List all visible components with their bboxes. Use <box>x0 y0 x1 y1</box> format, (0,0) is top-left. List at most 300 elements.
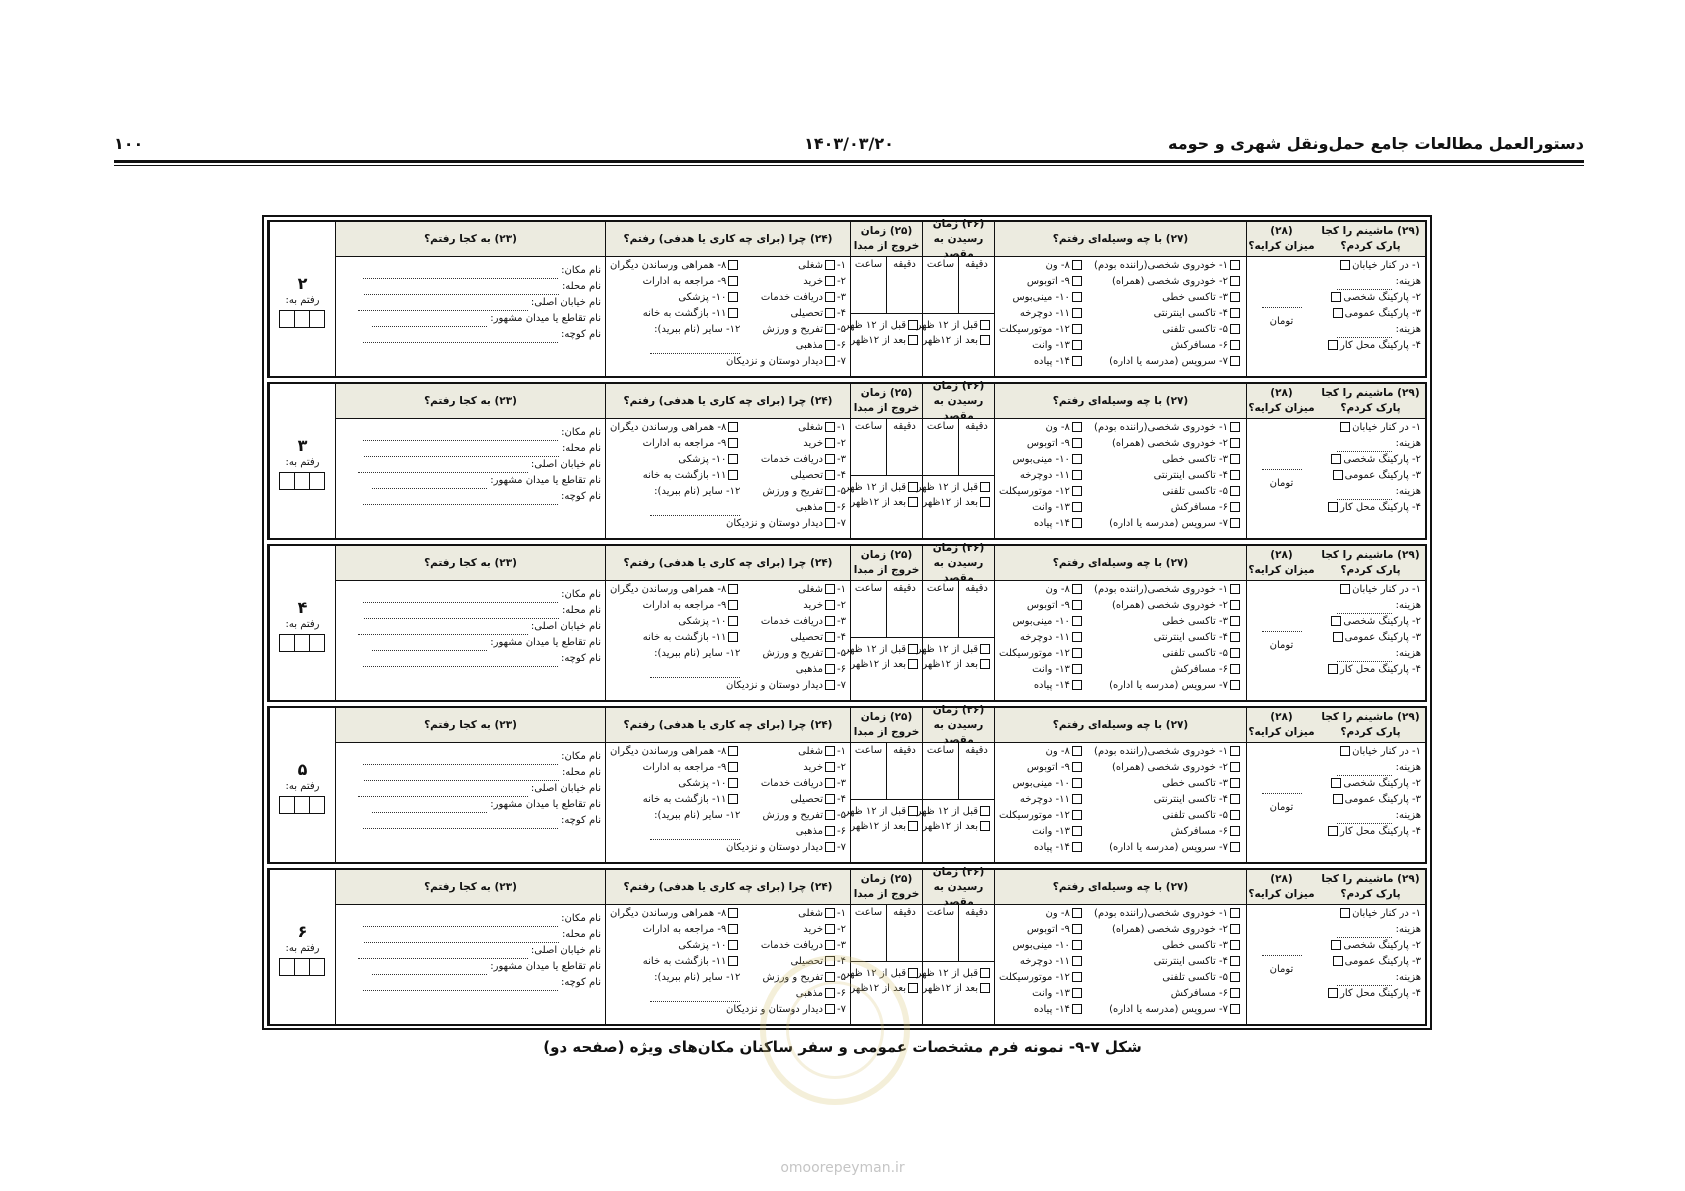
arrival-am-option[interactable]: قبل از ۱۲ ظهر <box>923 804 994 819</box>
mode-option[interactable]: ۳- تاکسی خطی <box>1088 614 1246 630</box>
alley-field[interactable]: نام کوچه: <box>336 327 605 343</box>
fare-field[interactable] <box>1262 783 1302 794</box>
alley-field[interactable]: نام کوچه: <box>336 975 605 991</box>
parking-option[interactable]: ۳- پارکینگ عمومی <box>1316 792 1425 808</box>
fare-unit: تومان <box>1269 478 1294 489</box>
code-boxes[interactable] <box>270 472 335 490</box>
q26-header: (۲۶) زمان رسیدن به مقصد <box>923 708 994 743</box>
fare-column <box>1246 384 1316 538</box>
mode-option[interactable]: ۱۴- پیاده <box>995 516 1088 532</box>
purpose-other-field[interactable] <box>606 338 744 354</box>
went-to-label: رفتم به: <box>285 781 320 792</box>
purpose-option[interactable]: ۱۱- بازگشت به خانه <box>606 468 744 484</box>
purpose-option[interactable]: ۹- مراجعه به ادارات <box>606 760 744 776</box>
fare-column <box>1246 870 1316 1024</box>
purpose-option[interactable]: ۱۰- پزشکی <box>606 614 744 630</box>
departure-hour[interactable]: ساعت <box>854 421 883 432</box>
parking-column <box>1316 222 1425 376</box>
purpose-option[interactable]: ۵-تفریح و ورزش <box>762 324 846 335</box>
departure-time-column <box>844 222 922 376</box>
purpose-option[interactable]: ۲-خرید <box>803 600 846 611</box>
purpose-option[interactable]: ۴-تحصیلی <box>790 794 846 805</box>
purpose-option[interactable]: ۱۱- بازگشت به خانه <box>606 630 744 646</box>
parking-column <box>1316 870 1425 1024</box>
purpose-option[interactable]: ۸- همراهی ورساندن دیگران <box>606 420 744 436</box>
q23-header: (۲۳) به کجا رفتم؟ <box>336 870 605 905</box>
mode-option[interactable]: ۳- تاکسی خطی <box>1088 452 1246 468</box>
purpose-option[interactable]: ۱۱- بازگشت به خانه <box>606 792 744 808</box>
purpose-option[interactable]: ۶-مذهبی <box>795 340 846 351</box>
q26-header: (۲۶) زمان رسیدن به مقصد <box>923 870 994 905</box>
parking-cost-field[interactable]: هزینه: <box>1316 646 1425 662</box>
parking-cost-field[interactable]: هزینه: <box>1316 808 1425 824</box>
purpose-option[interactable]: ۱۰- پزشکی <box>606 938 744 954</box>
purpose-option[interactable]: ۱۱- بازگشت به خانه <box>606 306 744 322</box>
purpose-option[interactable]: ۴-تحصیلی <box>790 308 846 319</box>
departure-minute[interactable]: دقیقه <box>886 905 922 961</box>
purpose-option[interactable]: ۵-تفریح و ورزش <box>762 486 846 497</box>
fare-field[interactable] <box>1262 945 1302 956</box>
purpose-option[interactable]: ۷-دیدار دوستان و نزدیکان <box>726 518 846 529</box>
purpose-option[interactable]: ۵-تفریح و ورزش <box>762 648 846 659</box>
neighborhood-field[interactable]: نام محله: <box>336 279 605 295</box>
trip-block <box>267 379 1427 540</box>
mode-option[interactable]: ۱۱- دوچرخه <box>995 468 1088 484</box>
trip-number-column <box>269 222 335 376</box>
mode-column <box>994 870 1246 1024</box>
mode-option[interactable]: ۵- تاکسی تلفنی <box>1088 808 1246 824</box>
trip-number: ۶ <box>297 922 308 941</box>
departure-hour[interactable]: ساعت <box>854 745 883 756</box>
intersection-field[interactable]: نام تقاطع یا میدان مشهور: <box>336 473 605 489</box>
mode-option[interactable]: ۵- تاکسی تلفنی <box>1088 970 1246 986</box>
purpose-other-field[interactable] <box>606 662 744 678</box>
mode-option[interactable]: ۱۴- پیاده <box>995 1002 1088 1018</box>
mode-option[interactable]: ۷- سرویس (مدرسه یا اداره) <box>1088 678 1246 694</box>
arrival-hour[interactable]: ساعت <box>926 421 955 432</box>
purpose-option[interactable]: ۱-شغلی <box>798 260 846 271</box>
purpose-other-field[interactable] <box>606 500 744 516</box>
purpose-option[interactable]: ۳-دریافت خدمات <box>760 292 846 303</box>
purpose-option[interactable]: ۳-دریافت خدمات <box>760 778 846 789</box>
main-street-field[interactable]: نام خیابان اصلی: <box>336 943 605 959</box>
watermark-seal <box>760 955 910 1105</box>
mode-option[interactable]: ۷- سرویس (مدرسه یا اداره) <box>1088 1002 1246 1018</box>
mode-column <box>994 546 1246 700</box>
mode-option[interactable]: ۳- تاکسی خطی <box>1088 938 1246 954</box>
place-name-field[interactable]: نام مکان: <box>336 263 605 279</box>
purpose-option[interactable]: ۳-دریافت خدمات <box>760 940 846 951</box>
q27-header: (۲۷) با چه وسیله‌ای رفتم؟ <box>995 384 1246 419</box>
trip-number: ۳ <box>297 436 308 455</box>
purpose-option[interactable]: ۱۱- بازگشت به خانه <box>606 954 744 970</box>
mode-option[interactable]: ۶- مسافرکش <box>1088 662 1246 678</box>
mode-option[interactable]: ۸- ون <box>995 906 1088 922</box>
document-date: ۱۴۰۳/۰۳/۲۰ <box>804 134 894 153</box>
destination-column <box>335 708 605 862</box>
parking-option[interactable]: ۴- پارکینگ محل کار <box>1316 500 1425 516</box>
purpose-option[interactable]: ۷-دیدار دوستان و نزدیکان <box>726 842 846 853</box>
mode-option[interactable]: ۱۰- مینی‌بوس <box>995 290 1088 306</box>
trip-number-column <box>269 546 335 700</box>
parking-option[interactable]: ۴- پارکینگ محل کار <box>1316 824 1425 840</box>
fare-field[interactable] <box>1262 621 1302 632</box>
purpose-option[interactable]: ۵-تفریح و ورزش <box>762 972 846 983</box>
mode-option[interactable]: ۸- ون <box>995 582 1088 598</box>
parking-option[interactable]: ۳- پارکینگ عمومی <box>1316 306 1425 322</box>
parking-option[interactable]: ۳- پارکینگ عمومی <box>1316 468 1425 484</box>
departure-minute[interactable]: دقیقه <box>886 581 922 637</box>
departure-minute[interactable]: دقیقه <box>886 419 922 475</box>
q28-header: (۲۸) میزان کرایه؟ <box>1247 708 1316 743</box>
fare-column <box>1246 708 1316 862</box>
q26-header: (۲۶) زمان رسیدن به مقصد <box>923 222 994 257</box>
arrival-time-column <box>916 217 994 376</box>
intersection-field[interactable]: نام تقاطع یا میدان مشهور: <box>336 311 605 327</box>
mode-option[interactable]: ۱۲- موتورسیکلت <box>995 322 1088 338</box>
purpose-option[interactable]: ۱۲- سایر (نام ببرید): <box>654 648 741 659</box>
mode-option[interactable]: ۱۱- دوچرخه <box>995 954 1088 970</box>
parking-option[interactable]: ۱- در کنار خیابان <box>1316 582 1425 598</box>
mode-option[interactable]: ۶- مسافرکش <box>1088 338 1246 354</box>
trip-block <box>267 541 1427 702</box>
parking-cost-field[interactable]: هزینه: <box>1316 322 1425 338</box>
purpose-option[interactable]: ۹- مراجعه به ادارات <box>606 922 744 938</box>
alley-field[interactable]: نام کوچه: <box>336 651 605 667</box>
parking-option[interactable]: ۲- پارکینگ شخصی <box>1316 614 1425 630</box>
q28-header: (۲۸) میزان کرایه؟ <box>1247 384 1316 419</box>
code-boxes[interactable] <box>270 796 335 814</box>
alley-field[interactable]: نام کوچه: <box>336 489 605 505</box>
arrival-pm-option[interactable]: بعد از ۱۲ظهر <box>923 495 994 510</box>
place-name-field[interactable]: نام مکان: <box>336 587 605 603</box>
neighborhood-field[interactable]: نام محله: <box>336 603 605 619</box>
departure-hour[interactable]: ساعت <box>854 907 883 918</box>
mode-option[interactable]: ۱۲- موتورسیکلت <box>995 970 1088 986</box>
mode-option[interactable]: ۸- ون <box>995 744 1088 760</box>
purpose-option[interactable]: ۲-خرید <box>803 924 846 935</box>
mode-option[interactable]: ۷- سرویس (مدرسه یا اداره) <box>1088 354 1246 370</box>
code-boxes[interactable] <box>270 634 335 652</box>
purpose-option[interactable]: ۸- همراهی ورساندن دیگران <box>606 906 744 922</box>
parking-cost-field[interactable]: هزینه: <box>1316 598 1425 614</box>
neighborhood-field[interactable]: نام محله: <box>336 927 605 943</box>
mode-option[interactable]: ۱- خودروی شخصی(رانندە بودم) <box>1088 582 1246 598</box>
mode-option[interactable]: ۱۴- پیاده <box>995 840 1088 856</box>
intersection-field[interactable]: نام تقاطع یا میدان مشهور: <box>336 959 605 975</box>
purpose-option[interactable]: ۹- مراجعه به ادارات <box>606 436 744 452</box>
mode-option[interactable]: ۱۰- مینی‌بوس <box>995 452 1088 468</box>
parking-option[interactable]: ۱- در کنار خیابان <box>1316 744 1425 760</box>
mode-option[interactable]: ۱۳- وانت <box>995 338 1088 354</box>
mode-option[interactable]: ۳- تاکسی خطی <box>1088 290 1246 306</box>
trip-number-column <box>269 708 335 862</box>
parking-cost-field[interactable]: هزینه: <box>1316 760 1425 776</box>
main-street-field[interactable]: نام خیابان اصلی: <box>336 781 605 797</box>
arrival-hour[interactable]: ساعت <box>926 583 955 594</box>
purpose-option[interactable]: ۸- همراهی ورساندن دیگران <box>606 744 744 760</box>
mode-option[interactable]: ۲- خودروی شخصی (همراه) <box>1088 436 1246 452</box>
parking-column <box>1316 546 1425 700</box>
arrival-time-column <box>916 703 994 862</box>
mode-option[interactable]: ۳- تاکسی خطی <box>1088 776 1246 792</box>
departure-pm-option[interactable]: بعد از ۱۲ظهر <box>851 981 922 996</box>
parking-option[interactable]: ۴- پارکینگ محل کار <box>1316 338 1425 354</box>
mode-option[interactable]: ۱۲- موتورسیکلت <box>995 808 1088 824</box>
parking-option[interactable]: ۱- در کنار خیابان <box>1316 906 1425 922</box>
mode-option[interactable]: ۶- مسافرکش <box>1088 500 1246 516</box>
q28-header: (۲۸) میزان کرایه؟ <box>1247 222 1316 257</box>
arrival-am-option[interactable]: قبل از ۱۲ ظهر <box>923 966 994 981</box>
purpose-option[interactable]: ۶-مذهبی <box>795 502 846 513</box>
parking-cost-field[interactable]: هزینه: <box>1316 436 1425 452</box>
purpose-option[interactable]: ۱۲- سایر (نام ببرید): <box>654 972 741 983</box>
arrival-hour[interactable]: ساعت <box>926 259 955 270</box>
destination-column <box>335 384 605 538</box>
parking-option[interactable]: ۲- پارکینگ شخصی <box>1316 290 1425 306</box>
purpose-option[interactable]: ۱-شغلی <box>798 584 846 595</box>
mode-option[interactable]: ۹- اتوبوس <box>995 598 1088 614</box>
q25-header: (۲۵) زمان خروج از مبدا <box>851 708 922 743</box>
purpose-option[interactable]: ۱۲- سایر (نام ببرید): <box>654 810 741 821</box>
went-to-label: رفتم به: <box>285 943 320 954</box>
mode-option[interactable]: ۱۳- وانت <box>995 986 1088 1002</box>
q27-header: (۲۷) با چه وسیله‌ای رفتم؟ <box>995 708 1246 743</box>
fare-column <box>1246 546 1316 700</box>
departure-minute[interactable]: دقیقه <box>886 743 922 799</box>
mode-option[interactable]: ۱۰- مینی‌بوس <box>995 776 1088 792</box>
mode-option[interactable]: ۱- خودروی شخصی(رانندە بودم) <box>1088 906 1246 922</box>
purpose-option[interactable]: ۱-شغلی <box>798 746 846 757</box>
mode-option[interactable]: ۱۲- موتورسیکلت <box>995 484 1088 500</box>
purpose-option[interactable]: ۷-دیدار دوستان و نزدیکان <box>726 356 846 367</box>
alley-field[interactable]: نام کوچه: <box>336 813 605 829</box>
departure-pm-option[interactable]: بعد از ۱۲ظهر <box>851 333 922 348</box>
mode-option[interactable]: ۸- ون <box>995 420 1088 436</box>
mode-option[interactable]: ۴- تاکسی اینترنتی <box>1088 306 1246 322</box>
parking-option[interactable]: ۴- پارکینگ محل کار <box>1316 986 1425 1002</box>
mode-option[interactable]: ۵- تاکسی تلفنی <box>1088 646 1246 662</box>
trip-number-column <box>269 384 335 538</box>
departure-pm-option[interactable]: بعد از ۱۲ظهر <box>851 657 922 672</box>
purpose-option[interactable]: ۱۰- پزشکی <box>606 290 744 306</box>
parking-option[interactable]: ۲- پارکینگ شخصی <box>1316 776 1425 792</box>
mode-option[interactable]: ۶- مسافرکش <box>1088 824 1246 840</box>
mode-option[interactable]: ۲- خودروی شخصی (همراه) <box>1088 274 1246 290</box>
purpose-option[interactable]: ۳-دریافت خدمات <box>760 616 846 627</box>
mode-option[interactable]: ۷- سرویس (مدرسه یا اداره) <box>1088 840 1246 856</box>
code-boxes[interactable] <box>270 958 335 976</box>
arrival-pm-option[interactable]: بعد از ۱۲ظهر <box>923 819 994 834</box>
purpose-option[interactable]: ۹- مراجعه به ادارات <box>606 598 744 614</box>
purpose-option[interactable]: ۲-خرید <box>803 762 846 773</box>
mode-option[interactable]: ۱- خودروی شخصی(رانندە بودم) <box>1088 258 1246 274</box>
purpose-column <box>605 546 850 700</box>
departure-time-column <box>844 708 922 862</box>
arrival-hour[interactable]: ساعت <box>926 907 955 918</box>
mode-option[interactable]: ۱۳- وانت <box>995 824 1088 840</box>
departure-am-option[interactable]: قبل از ۱۲ ظهر <box>851 642 922 657</box>
main-street-field[interactable]: نام خیابان اصلی: <box>336 457 605 473</box>
parking-cost-field[interactable]: هزینه: <box>1316 274 1425 290</box>
departure-hour[interactable]: ساعت <box>854 583 883 594</box>
parking-option[interactable]: ۱- در کنار خیابان <box>1316 258 1425 274</box>
arrival-am-option[interactable]: قبل از ۱۲ ظهر <box>923 480 994 495</box>
parking-option[interactable]: ۳- پارکینگ عمومی <box>1316 630 1425 646</box>
trip-block <box>267 703 1427 864</box>
arrival-pm-option[interactable]: بعد از ۱۲ظهر <box>923 333 994 348</box>
purpose-option[interactable]: ۱۲- سایر (نام ببرید): <box>654 324 741 335</box>
departure-am-option[interactable]: قبل از ۱۲ ظهر <box>851 804 922 819</box>
mode-option[interactable]: ۹- اتوبوس <box>995 436 1088 452</box>
departure-am-option[interactable]: قبل از ۱۲ ظهر <box>851 480 922 495</box>
fare-column <box>1246 222 1316 376</box>
purpose-option[interactable]: ۶-مذهبی <box>795 826 846 837</box>
parking-option[interactable]: ۱- در کنار خیابان <box>1316 420 1425 436</box>
purpose-option[interactable]: ۲-خرید <box>803 438 846 449</box>
trip-block <box>267 217 1427 378</box>
destination-column <box>335 546 605 700</box>
parking-option[interactable]: ۳- پارکینگ عمومی <box>1316 954 1425 970</box>
mode-option[interactable]: ۴- تاکسی اینترنتی <box>1088 792 1246 808</box>
mode-option[interactable]: ۴- تاکسی اینترنتی <box>1088 630 1246 646</box>
mode-option[interactable]: ۶- مسافرکش <box>1088 986 1246 1002</box>
intersection-field[interactable]: نام تقاطع یا میدان مشهور: <box>336 635 605 651</box>
mode-option[interactable]: ۱۴- پیاده <box>995 678 1088 694</box>
purpose-option[interactable]: ۴-تحصیلی <box>790 470 846 481</box>
purpose-option[interactable]: ۶-مذهبی <box>795 664 846 675</box>
purpose-option[interactable]: ۸- همراهی ورساندن دیگران <box>606 258 744 274</box>
purpose-option[interactable]: ۸- همراهی ورساندن دیگران <box>606 582 744 598</box>
purpose-option[interactable]: ۷-دیدار دوستان و نزدیکان <box>726 680 846 691</box>
purpose-option[interactable]: ۶-مذهبی <box>795 988 846 999</box>
departure-am-option[interactable]: قبل از ۱۲ ظهر <box>851 318 922 333</box>
q29-header: (۲۹) ماشینم را کجا پارک کردم؟ <box>1316 708 1425 743</box>
purpose-option[interactable]: ۱۰- پزشکی <box>606 776 744 792</box>
intersection-field[interactable]: نام تقاطع یا میدان مشهور: <box>336 797 605 813</box>
mode-option[interactable]: ۴- تاکسی اینترنتی <box>1088 468 1246 484</box>
arrival-time-column <box>916 541 994 700</box>
mode-option[interactable]: ۱- خودروی شخصی(رانندە بودم) <box>1088 744 1246 760</box>
purpose-option[interactable]: ۹- مراجعه به ادارات <box>606 274 744 290</box>
parking-cost-field[interactable]: هزینه: <box>1316 970 1425 986</box>
q25-header: (۲۵) زمان خروج از مبدا <box>851 384 922 419</box>
mode-option[interactable]: ۲- خودروی شخصی (همراه) <box>1088 922 1246 938</box>
purpose-other-field[interactable] <box>606 824 744 840</box>
departure-pm-option[interactable]: بعد از ۱۲ظهر <box>851 495 922 510</box>
purpose-option[interactable]: ۵-تفریح و ورزش <box>762 810 846 821</box>
mode-option[interactable]: ۲- خودروی شخصی (همراه) <box>1088 598 1246 614</box>
arrival-pm-option[interactable]: بعد از ۱۲ظهر <box>923 981 994 996</box>
arrival-time-column <box>916 865 994 1024</box>
code-boxes[interactable] <box>270 310 335 328</box>
neighborhood-field[interactable]: نام محله: <box>336 441 605 457</box>
mode-option[interactable]: ۱۱- دوچرخه <box>995 306 1088 322</box>
q27-header: (۲۷) با چه وسیله‌ای رفتم؟ <box>995 222 1246 257</box>
arrival-hour[interactable]: ساعت <box>926 745 955 756</box>
mode-option[interactable]: ۹- اتوبوس <box>995 760 1088 776</box>
mode-option[interactable]: ۹- اتوبوس <box>995 922 1088 938</box>
q29-header: (۲۹) ماشینم را کجا پارک کردم؟ <box>1316 384 1425 419</box>
mode-option[interactable]: ۱۱- دوچرخه <box>995 792 1088 808</box>
arrival-pm-option[interactable]: بعد از ۱۲ظهر <box>923 657 994 672</box>
place-name-field[interactable]: نام مکان: <box>336 749 605 765</box>
mode-option[interactable]: ۱۴- پیاده <box>995 354 1088 370</box>
arrival-minute[interactable]: دقیقه <box>958 581 994 637</box>
mode-option[interactable]: ۹- اتوبوس <box>995 274 1088 290</box>
parking-cost-field[interactable]: هزینه: <box>1316 922 1425 938</box>
departure-hour[interactable]: ساعت <box>854 259 883 270</box>
fare-field[interactable] <box>1262 297 1302 308</box>
place-name-field[interactable]: نام مکان: <box>336 425 605 441</box>
mode-option[interactable]: ۱۰- مینی‌بوس <box>995 614 1088 630</box>
departure-minute[interactable]: دقیقه <box>886 257 922 313</box>
arrival-am-option[interactable]: قبل از ۱۲ ظهر <box>923 642 994 657</box>
q27-header: (۲۷) با چه وسیله‌ای رفتم؟ <box>995 546 1246 581</box>
mode-option[interactable]: ۷- سرویس (مدرسه یا اداره) <box>1088 516 1246 532</box>
purpose-option[interactable]: ۳-دریافت خدمات <box>760 454 846 465</box>
q23-header: (۲۳) به کجا رفتم؟ <box>336 384 605 419</box>
arrival-minute[interactable]: دقیقه <box>958 257 994 313</box>
mode-option[interactable]: ۱۰- مینی‌بوس <box>995 938 1088 954</box>
purpose-option[interactable]: ۱-شغلی <box>798 422 846 433</box>
arrival-minute[interactable]: دقیقه <box>958 419 994 475</box>
purpose-option[interactable]: ۱۲- سایر (نام ببرید): <box>654 486 741 497</box>
fare-field[interactable] <box>1262 459 1302 470</box>
q29-header: (۲۹) ماشینم را کجا پارک کردم؟ <box>1316 870 1425 905</box>
place-name-field[interactable]: نام مکان: <box>336 911 605 927</box>
mode-option[interactable]: ۵- تاکسی تلفنی <box>1088 322 1246 338</box>
mode-option[interactable]: ۱۲- موتورسیکلت <box>995 646 1088 662</box>
mode-option[interactable]: ۸- ون <box>995 258 1088 274</box>
purpose-option[interactable]: ۷-دیدار دوستان و نزدیکان <box>726 1004 846 1015</box>
mode-option[interactable]: ۲- خودروی شخصی (همراه) <box>1088 760 1246 776</box>
arrival-minute[interactable]: دقیقه <box>958 905 994 961</box>
main-street-field[interactable]: نام خیابان اصلی: <box>336 295 605 311</box>
fare-unit: تومان <box>1269 640 1294 651</box>
mode-option[interactable]: ۱- خودروی شخصی(رانندە بودم) <box>1088 420 1246 436</box>
purpose-option[interactable]: ۴-تحصیلی <box>790 632 846 643</box>
parking-cost-field[interactable]: هزینه: <box>1316 484 1425 500</box>
purpose-option[interactable]: ۴-تحصیلی <box>790 956 846 967</box>
purpose-option[interactable]: ۱۰- پزشکی <box>606 452 744 468</box>
parking-option[interactable]: ۲- پارکینگ شخصی <box>1316 452 1425 468</box>
went-to-label: رفتم به: <box>285 457 320 468</box>
purpose-option[interactable]: ۱-شغلی <box>798 908 846 919</box>
departure-pm-option[interactable]: بعد از ۱۲ظهر <box>851 819 922 834</box>
purpose-option[interactable]: ۲-خرید <box>803 276 846 287</box>
parking-column <box>1316 708 1425 862</box>
main-street-field[interactable]: نام خیابان اصلی: <box>336 619 605 635</box>
purpose-column <box>605 222 850 376</box>
arrival-minute[interactable]: دقیقه <box>958 743 994 799</box>
purpose-column <box>605 708 850 862</box>
mode-option[interactable]: ۴- تاکسی اینترنتی <box>1088 954 1246 970</box>
header-rule-thin <box>114 165 1584 166</box>
departure-am-option[interactable]: قبل از ۱۲ ظهر <box>851 966 922 981</box>
neighborhood-field[interactable]: نام محله: <box>336 765 605 781</box>
mode-option[interactable]: ۱۳- وانت <box>995 662 1088 678</box>
arrival-am-option[interactable]: قبل از ۱۲ ظهر <box>923 318 994 333</box>
mode-option[interactable]: ۱۳- وانت <box>995 500 1088 516</box>
parking-option[interactable]: ۲- پارکینگ شخصی <box>1316 938 1425 954</box>
destination-column <box>335 870 605 1024</box>
parking-option[interactable]: ۴- پارکینگ محل کار <box>1316 662 1425 678</box>
mode-option[interactable]: ۱۱- دوچرخه <box>995 630 1088 646</box>
mode-option[interactable]: ۵- تاکسی تلفنی <box>1088 484 1246 500</box>
q24-header: (۲۴) چرا (برای چه کاری یا هدفی) رفتم؟ <box>606 708 850 743</box>
purpose-other-field[interactable] <box>606 986 744 1002</box>
